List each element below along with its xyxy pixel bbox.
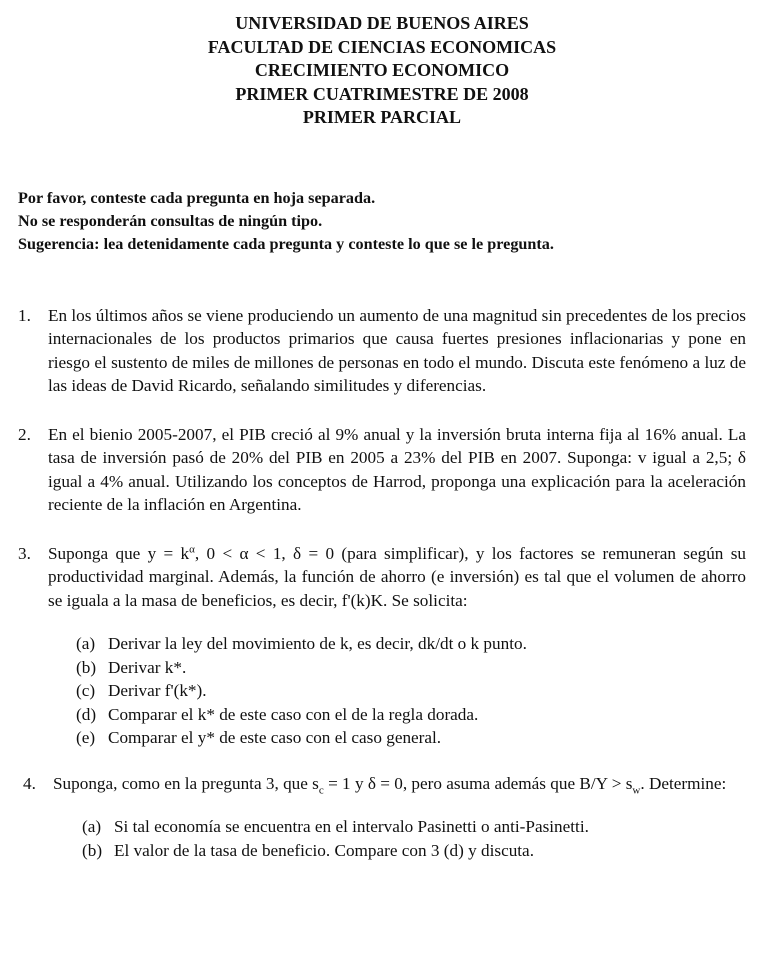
exam-title: PRIMER PARCIAL	[302, 107, 462, 127]
exam-header	[18, 12, 746, 130]
question-3	[18, 542, 746, 750]
exponent: α	[189, 542, 195, 555]
faculty-name: FACULTAD DE CIENCIAS ECONOMICAS	[207, 36, 557, 57]
term: PRIMER CUATRIMESTRE DE 2008	[235, 83, 529, 104]
sub-question: (b) Derivar k*.	[76, 657, 187, 677]
question-text: En los últimos años se viene produciendo un aumento de una magnitud sin precedentes de los precios internacionales de los productos primarios que causa fuertes presiones inflacionarias y pone en riesgo el sustento de miles de millones de personas en todo el mundo. Discuta este fenómeno a luz de las ideas de David Ricardo, señalando similitudes y diferencias.	[48, 305, 746, 395]
question-number: 3.	[18, 543, 31, 563]
question-number: 4.	[23, 773, 36, 793]
question-body	[48, 542, 746, 750]
sub-question: (e) Comparar el y* de este caso con el caso general.	[76, 728, 442, 747]
question-4	[23, 772, 746, 863]
sub-question: (c) Derivar f'(k*).	[76, 681, 207, 700]
sub-question: (d) Comparar el k* de este caso con el de la regla dorada.	[76, 704, 479, 724]
question-number: 1.	[18, 305, 31, 325]
instructions	[18, 187, 746, 256]
university-name: UNIVERSIDAD DE BUENOS AIRES	[235, 13, 529, 33]
sub-question: (a) Derivar la ley del movimiento de k, es decir, dk/dt o k punto.	[76, 634, 527, 653]
question-1	[18, 304, 746, 398]
question-2	[18, 423, 746, 517]
question-text: En el bienio 2005-2007, el PIB creció al 9% anual y la inversión bruta interna fija al 16% anual. La tasa de inversión pasó de 20% del PIB en 2005 a 23% del PIB en 2007. Suponga: v igual a 2,5; δ igual a 4% anual. Utilizando los conceptos de Harrod, proponga una explicación para la aceleración reciente de la inflación en Argentina.	[48, 424, 746, 514]
question-text: Suponga que $y = k^\alpha$, 0 < α < 1, δ = 0 (para simplificar), y los factores se remuneran según su productividad marginal. Además, la función de ahorro (e inversión) es tal que el volumen de ahorro se iguala a la masa de beneficios, es decir, f'(k)K. Se solicita:	[48, 542, 746, 610]
question-number: 2.	[18, 424, 31, 444]
question-text: Suponga, como en la pregunta 3, que $s_c = 1$ y δ = 0, pero asuma además que $B/Y > s_w$. Determine:	[53, 773, 727, 796]
course-name: CRECIMIENTO ECONOMICO	[254, 60, 510, 80]
question-body	[53, 772, 746, 863]
sub-questions	[76, 632, 746, 750]
sub-question: (b) El valor de la tasa de beneficio. Compare con 3 (d) y discuta.	[82, 840, 534, 860]
instruction-line: Sugerencia: lea detenidamente cada pregunta y conteste lo que se le pregunta.	[18, 234, 554, 253]
sub-question: (a) Si tal economía se encuentra en el intervalo Pasinetti o anti-Pasinetti.	[82, 817, 589, 836]
sub-questions	[82, 815, 746, 862]
instruction-line: Por favor, conteste cada pregunta en hoja separada.	[18, 188, 376, 207]
instruction-line: No se responderán consultas de ningún tipo.	[18, 211, 323, 230]
questions	[18, 304, 746, 863]
